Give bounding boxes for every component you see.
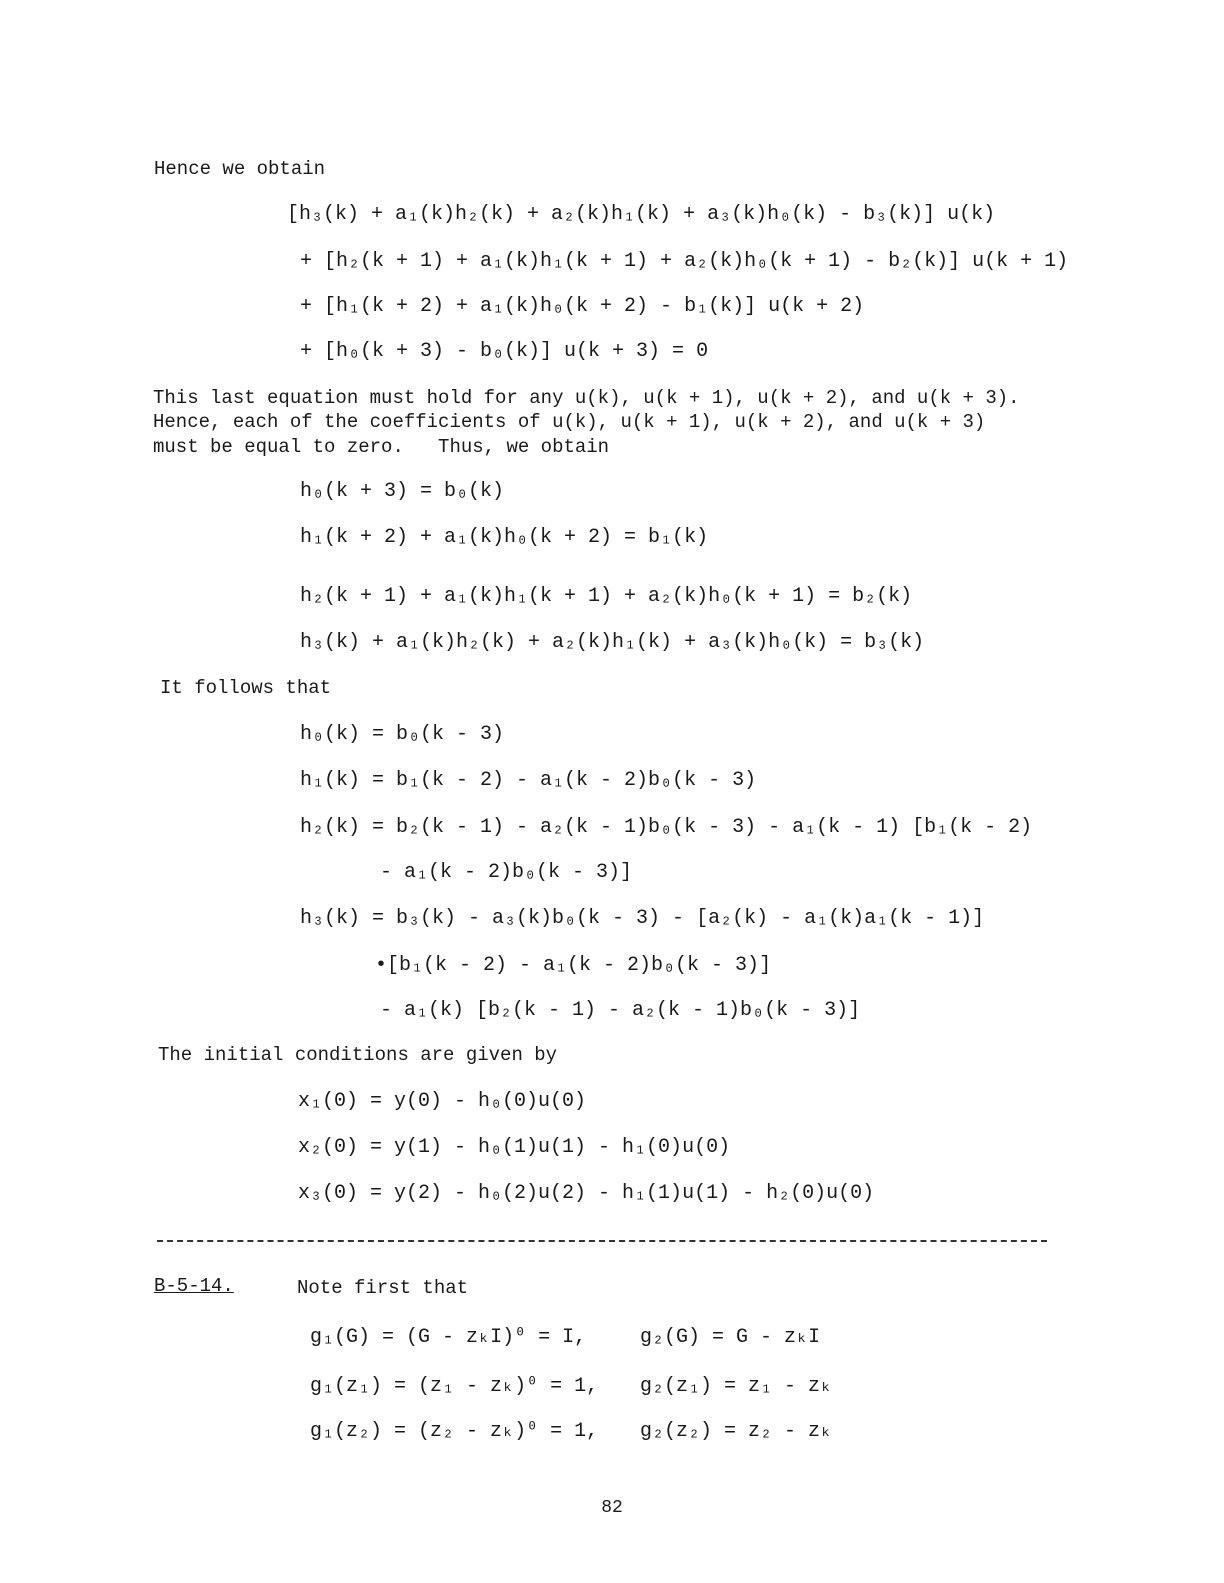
- page-number: 82: [601, 1498, 623, 1518]
- equation-line: - a₁(k - 2)b₀(k - 3)]: [380, 861, 633, 884]
- equation-line: - a₁(k) [b₂(k - 1) - a₂(k - 1)b₀(k - 3)]: [380, 999, 861, 1022]
- equation-line: h₂(k) = b₂(k - 1) - a₂(k - 1)b₀(k - 3) - a₁(k - 1) [b₁(k - 2): [300, 816, 1033, 839]
- intro-text: Hence we obtain: [154, 158, 326, 180]
- equation-line: •[b₁(k - 2) - a₁(k - 2)b₀(k - 3)]: [375, 954, 772, 977]
- equation-line: h₁(k) = b₁(k - 2) - a₁(k - 2)b₀(k - 3): [300, 769, 757, 792]
- equation-line: x₁(0) = y(0) - h₀(0)u(0): [298, 1090, 587, 1113]
- paragraph-line: This last equation must hold for any u(k), u(k + 1), u(k + 2), and u(k + 3).: [153, 387, 1020, 409]
- equation-line: g₁(G) = (G - zₖI)⁰ = I,: [310, 1326, 587, 1349]
- equation-line: g₁(z₁) = (z₁ - zₖ)⁰ = 1,: [310, 1375, 599, 1398]
- equation-line: x₃(0) = y(2) - h₀(2)u(2) - h₁(1)u(1) - h₂(0)u(0): [298, 1182, 875, 1205]
- equation-line: h₃(k) = b₃(k) - a₃(k)b₀(k - 3) - [a₂(k) - a₁(k)a₁(k - 1)]: [300, 907, 985, 930]
- equation-line: + [h₀(k + 3) - b₀(k)] u(k + 3) = 0: [300, 340, 709, 363]
- section-divider: [157, 1240, 1047, 1242]
- equation-line: g₂(z₂) = z₂ - zₖ: [640, 1420, 833, 1443]
- paragraph-line: Hence, each of the coefficients of u(k), u(k + 1), u(k + 2), and u(k + 3): [153, 411, 986, 433]
- follows-text: It follows that: [160, 677, 332, 699]
- problem-intro: Note first that: [297, 1277, 469, 1299]
- equation-line: g₂(z₁) = z₁ - zₖ: [640, 1375, 833, 1398]
- paragraph-line: must be equal to zero. Thus, we obtain: [153, 436, 610, 458]
- equation-line: h₀(k) = b₀(k - 3): [300, 723, 505, 746]
- equation-line: h₀(k + 3) = b₀(k): [300, 480, 505, 503]
- problem-label: B-5-14.: [154, 1275, 234, 1297]
- equation-line: x₂(0) = y(1) - h₀(1)u(1) - h₁(0)u(0): [298, 1136, 731, 1159]
- equation-line: g₁(z₂) = (z₂ - zₖ)⁰ = 1,: [310, 1420, 599, 1443]
- equation-line: + [h₁(k + 2) + a₁(k)h₀(k + 2) - b₁(k)] u(k + 2): [300, 295, 865, 318]
- equation-line: h₃(k) + a₁(k)h₂(k) + a₂(k)h₁(k) + a₃(k)h₀(k) = b₃(k): [300, 631, 925, 654]
- equation-line: g₂(G) = G - zₖI: [640, 1326, 821, 1349]
- equation-line: h₁(k + 2) + a₁(k)h₀(k + 2) = b₁(k): [300, 526, 709, 549]
- initial-text: The initial conditions are given by: [158, 1044, 558, 1066]
- equation-line: h₂(k + 1) + a₁(k)h₁(k + 1) + a₂(k)h₀(k + 1) = b₂(k): [300, 585, 913, 608]
- equation-line: + [h₂(k + 1) + a₁(k)h₁(k + 1) + a₂(k)h₀(k + 1) - b₂(k)] u(k + 1): [300, 250, 1069, 273]
- equation-line: [h₃(k) + a₁(k)h₂(k) + a₂(k)h₁(k) + a₃(k)h₀(k) - b₃(k)] u(k): [287, 203, 996, 226]
